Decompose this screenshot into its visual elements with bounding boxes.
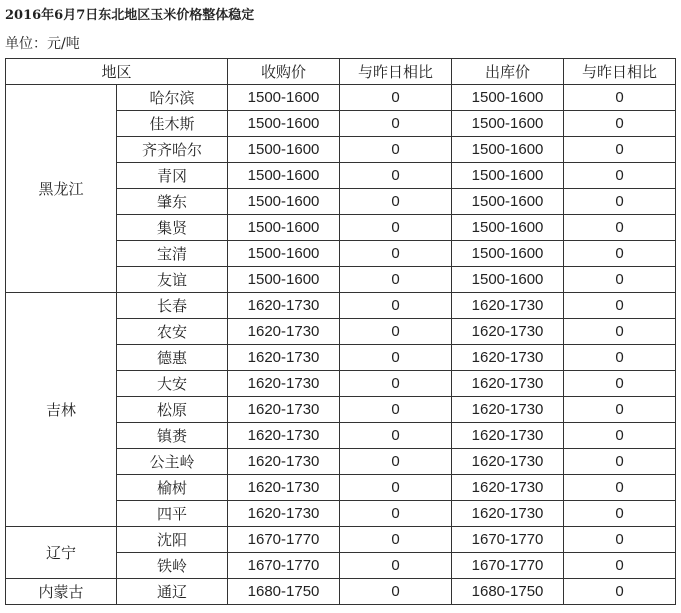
header-outbound-price: 出库价: [452, 59, 564, 85]
outbound-price-cell: 1500-1600: [452, 189, 564, 215]
outbound-change-cell: 0: [564, 137, 676, 163]
header-purchase-price: 收购价: [228, 59, 340, 85]
outbound-price-cell: 1620-1730: [452, 397, 564, 423]
outbound-change-cell: 0: [564, 345, 676, 371]
purchase-price-cell: 1620-1730: [228, 423, 340, 449]
purchase-price-cell: 1500-1600: [228, 137, 340, 163]
purchase-change-cell: 0: [340, 423, 452, 449]
table-body: [6, 85, 676, 605]
purchase-change-cell: 0: [340, 241, 452, 267]
outbound-price-cell: 1620-1730: [452, 475, 564, 501]
outbound-change-cell: 0: [564, 241, 676, 267]
outbound-change-cell: 0: [564, 449, 676, 475]
purchase-price-cell: 1620-1730: [228, 293, 340, 319]
outbound-price-cell: 1620-1730: [452, 293, 564, 319]
purchase-price-cell: 1500-1600: [228, 189, 340, 215]
outbound-price-cell: 1620-1730: [452, 345, 564, 371]
outbound-price-cell: 1670-1770: [452, 553, 564, 579]
city-cell: 友谊: [117, 267, 228, 293]
outbound-price-cell: 1500-1600: [452, 163, 564, 189]
outbound-change-cell: 0: [564, 85, 676, 111]
purchase-price-cell: 1500-1600: [228, 111, 340, 137]
city-cell: 松原: [117, 397, 228, 423]
city-cell: 榆树: [117, 475, 228, 501]
purchase-price-cell: 1670-1770: [228, 553, 340, 579]
table-header-row: [6, 59, 676, 85]
outbound-price-cell: 1620-1730: [452, 501, 564, 527]
purchase-change-cell: 0: [340, 85, 452, 111]
purchase-price-cell: 1500-1600: [228, 163, 340, 189]
city-cell: 沈阳: [117, 527, 228, 553]
outbound-price-cell: 1670-1770: [452, 527, 564, 553]
outbound-change-cell: 0: [564, 527, 676, 553]
purchase-change-cell: 0: [340, 527, 452, 553]
outbound-price-cell: 1500-1600: [452, 137, 564, 163]
city-cell: 青冈: [117, 163, 228, 189]
purchase-price-cell: 1500-1600: [228, 215, 340, 241]
outbound-change-cell: 0: [564, 371, 676, 397]
outbound-change-cell: 0: [564, 215, 676, 241]
region-cell: 内蒙古: [6, 579, 117, 605]
purchase-price-cell: 1620-1730: [228, 371, 340, 397]
purchase-change-cell: 0: [340, 397, 452, 423]
region-cell: 吉林: [6, 293, 117, 527]
outbound-price-cell: 1500-1600: [452, 215, 564, 241]
city-cell: 铁岭: [117, 553, 228, 579]
outbound-price-cell: 1500-1600: [452, 85, 564, 111]
article-title: 2016年6月7日东北地区玉米价格整体稳定: [5, 8, 255, 23]
header-outbound-change: 与昨日相比: [564, 59, 676, 85]
city-cell: 宝清: [117, 241, 228, 267]
city-cell: 德惠: [117, 345, 228, 371]
purchase-price-cell: 1500-1600: [228, 267, 340, 293]
purchase-price-cell: 1620-1730: [228, 449, 340, 475]
purchase-change-cell: 0: [340, 475, 452, 501]
outbound-change-cell: 0: [564, 111, 676, 137]
purchase-price-cell: 1500-1600: [228, 241, 340, 267]
purchase-change-cell: 0: [340, 137, 452, 163]
outbound-change-cell: 0: [564, 319, 676, 345]
purchase-price-cell: 1680-1750: [228, 579, 340, 605]
city-cell: 通辽: [117, 579, 228, 605]
table-row: [6, 293, 676, 319]
table-row: [6, 527, 676, 553]
outbound-price-cell: 1620-1730: [452, 449, 564, 475]
city-cell: 肇东: [117, 189, 228, 215]
price-table: [5, 58, 676, 605]
outbound-change-cell: 0: [564, 293, 676, 319]
purchase-change-cell: 0: [340, 215, 452, 241]
outbound-price-cell: 1500-1600: [452, 241, 564, 267]
table-row: [6, 579, 676, 605]
outbound-change-cell: 0: [564, 423, 676, 449]
outbound-change-cell: 0: [564, 579, 676, 605]
city-cell: 四平: [117, 501, 228, 527]
table-row: [6, 85, 676, 111]
purchase-price-cell: 1670-1770: [228, 527, 340, 553]
purchase-change-cell: 0: [340, 163, 452, 189]
purchase-price-cell: 1620-1730: [228, 501, 340, 527]
outbound-change-cell: 0: [564, 553, 676, 579]
region-cell: 辽宁: [6, 527, 117, 579]
city-cell: 集贤: [117, 215, 228, 241]
header-purchase-change: 与昨日相比: [340, 59, 452, 85]
purchase-price-cell: 1620-1730: [228, 319, 340, 345]
outbound-price-cell: 1680-1750: [452, 579, 564, 605]
purchase-change-cell: 0: [340, 189, 452, 215]
header-region: 地区: [6, 59, 228, 85]
purchase-change-cell: 0: [340, 345, 452, 371]
outbound-price-cell: 1620-1730: [452, 319, 564, 345]
purchase-change-cell: 0: [340, 371, 452, 397]
outbound-change-cell: 0: [564, 189, 676, 215]
outbound-change-cell: 0: [564, 163, 676, 189]
purchase-change-cell: 0: [340, 293, 452, 319]
city-cell: 镇赉: [117, 423, 228, 449]
purchase-change-cell: 0: [340, 111, 452, 137]
outbound-price-cell: 1620-1730: [452, 371, 564, 397]
city-cell: 农安: [117, 319, 228, 345]
city-cell: 佳木斯: [117, 111, 228, 137]
outbound-price-cell: 1500-1600: [452, 111, 564, 137]
outbound-price-cell: 1500-1600: [452, 267, 564, 293]
city-cell: 大安: [117, 371, 228, 397]
purchase-change-cell: 0: [340, 319, 452, 345]
city-cell: 哈尔滨: [117, 85, 228, 111]
purchase-change-cell: 0: [340, 553, 452, 579]
purchase-change-cell: 0: [340, 449, 452, 475]
city-cell: 齐齐哈尔: [117, 137, 228, 163]
purchase-price-cell: 1620-1730: [228, 397, 340, 423]
outbound-change-cell: 0: [564, 501, 676, 527]
unit-label: 单位：元/吨: [5, 36, 80, 52]
outbound-change-cell: 0: [564, 267, 676, 293]
outbound-change-cell: 0: [564, 475, 676, 501]
purchase-price-cell: 1620-1730: [228, 475, 340, 501]
purchase-price-cell: 1500-1600: [228, 85, 340, 111]
city-cell: 公主岭: [117, 449, 228, 475]
city-cell: 长春: [117, 293, 228, 319]
purchase-price-cell: 1620-1730: [228, 345, 340, 371]
region-cell: 黑龙江: [6, 85, 117, 293]
purchase-change-cell: 0: [340, 579, 452, 605]
purchase-change-cell: 0: [340, 267, 452, 293]
outbound-price-cell: 1620-1730: [452, 423, 564, 449]
outbound-change-cell: 0: [564, 397, 676, 423]
purchase-change-cell: 0: [340, 501, 452, 527]
